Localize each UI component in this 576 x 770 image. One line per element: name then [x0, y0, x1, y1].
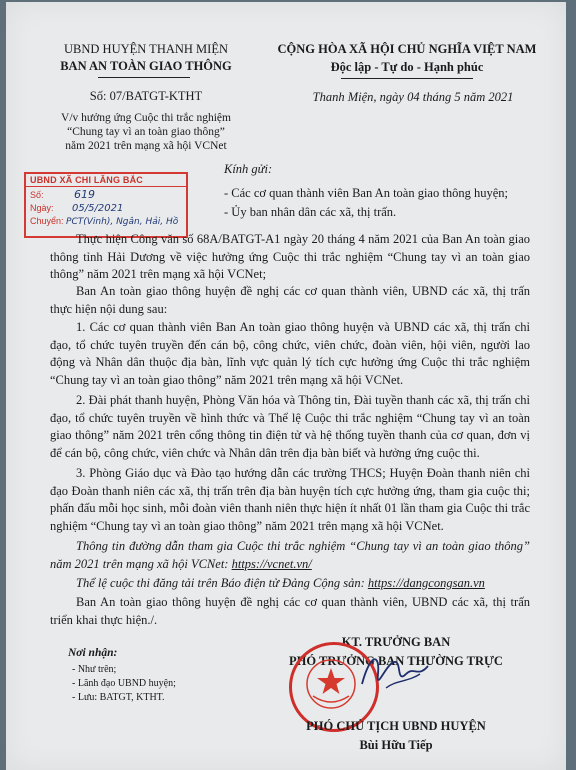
- national-title: CỘNG HÒA XÃ HỘI CHỦ NGHĨA VIỆT NAM: [277, 42, 537, 56]
- signature-title-3: PHÓ CHỦ TỊCH UBND HUYỆN: [306, 719, 486, 733]
- stamp-number-value: 619: [74, 188, 96, 201]
- stamp-transfer-value: PCT(Vinh), Ngân, Hải, Hồ: [66, 217, 179, 227]
- subject-line: năm 2021 trên mạng xã hội VCNet: [65, 140, 227, 152]
- recipients-label: Kính gửi:: [224, 162, 273, 176]
- dangcongsan-link[interactable]: https://dangcongsan.vn: [367, 576, 485, 590]
- stamp-transfer-label: Chuyển:: [30, 216, 64, 226]
- recipient-item: - Các cơ quan thành viên Ban An toàn giao thông huyện;: [224, 186, 508, 200]
- header-right-rule: [341, 78, 473, 79]
- body-paragraph-8: Ban An toàn giao thông huyện đề nghị các cơ quan thành viên, UBND các xã, thị trấn triển khai thực hiện./.: [50, 595, 530, 627]
- body-paragraph-4: 2. Đài phát thanh huyện, Phòng Văn hóa và Thông tin, Đài tuyền thanh các xã, thị trấn chỉ đạo, tổ chức tuyên truyền về hình thức và Thể lệ Cuộc thi trắc nghiệm “Chung tay vì an toàn giao thông” năm 2021 trên cổng thông tin điện tử và hệ thống tuyền thanh của cơ quan, đơn vị để cán bộ, công chức, viên chức và Nhân dân trên địa bàn biết và hưởng ứng cuộc thi.: [50, 393, 530, 460]
- footer-recipients-label: Nơi nhận:: [68, 647, 118, 659]
- body-paragraph-5: 3. Phòng Giáo dục và Đào tạo hướng dẫn các trường THCS; Huyện Đoàn thanh niên chỉ đạo Đoàn thanh niên các xã, thị trấn trên địa bàn huyện tích cực hưởng ứng, tham gia cuộc thi; phấn đấu mỗi học sinh, mỗi đoàn viên thanh niên thực hiện ít nhất 01 lần tham gia Cuộc thi trắc nghiệm “Chung tay vì an toàn giao thông” năm 2021 trên mạng xã hội VCNet.: [50, 466, 530, 533]
- footer-recipient-item: - Lãnh đạo UBND huyện;: [72, 678, 176, 689]
- stamp-transfer-row: [26, 215, 186, 228]
- footer-recipient-item: - Như trên;: [72, 664, 117, 675]
- rules-intro-text: Thể lệ cuộc thi đăng tải trên Báo điện tử Đảng Cộng sản:: [76, 576, 368, 590]
- body-paragraph-7: [50, 575, 530, 593]
- body-paragraph-2: Ban An toàn giao thông huyện đề nghị các cơ quan thành viên, UBND các xã, thị trấn thực hiện nội dung sau:: [50, 284, 530, 316]
- signature-title-1: KT. TRƯỞNG BAN: [341, 635, 451, 649]
- stamp-number-row: Số: 619: [30, 188, 96, 201]
- incoming-stamp: [24, 172, 188, 238]
- subject-line: V/v hưởng ứng Cuộc thi trắc nghiệm: [61, 112, 231, 124]
- signer-name: Bùi Hữu Tiếp: [359, 738, 433, 752]
- issuer-dept: BAN AN TOÀN GIAO THÔNG: [60, 59, 232, 73]
- stamp-number-label: Số: [30, 190, 42, 200]
- document-number: Số: 07/BATGT-KTHT: [89, 89, 203, 103]
- stamp-date-row: Ngày: 05/5/2021: [30, 203, 124, 214]
- signature-title-2: PHÓ TRƯỞNG BAN THƯỜNG TRỰC: [289, 654, 503, 668]
- subject-line: “Chung tay vì an toàn giao thông”: [67, 126, 225, 138]
- body-paragraph-3: 1. Các cơ quan thành viên Ban An toàn giao thông huyện và UBND các xã, thị trấn chỉ đạo, tổ chức tuyên truyền đến cán bộ, công chức, viên chức, đoàn viên, hội viên, người lao động và Nhân dân thuộc địa bàn, lĩnh vực quản lý tích cực hưởng ứng Cuộc thi trắc nghiệm “Chung tay vì an toàn giao thông” năm 2021 trên mạng xã hội VCNet.: [50, 320, 530, 387]
- stamp-title: UBND XÃ CHI LĂNG BẮC: [26, 174, 186, 187]
- issuer-org: UBND HUYỆN THANH MIỆN: [64, 42, 228, 56]
- handwritten-signature-icon: [356, 644, 436, 704]
- issue-date: Thanh Miện, ngày 04 tháng 5 năm 2021: [312, 90, 514, 104]
- stamp-date-value: 05/5/2021: [72, 203, 124, 214]
- footer-recipient-item: - Lưu: BATGT, KTHT.: [72, 692, 165, 703]
- stamp-date-label: Ngày: [30, 203, 52, 213]
- body-paragraph-1: Thực hiện Công văn số 68A/BATGT-A1 ngày 20 tháng 4 năm 2021 của Ban An toàn giao thông tỉnh Hải Dương về việc hưởng ứng Cuộc thi trắc nghiệm “Chung tay vì an toàn giao thông” năm 2021 trên mạng xã hội VCNet;: [50, 232, 530, 281]
- header-left-rule: [98, 77, 190, 78]
- national-motto: Độc lập - Tự do - Hạnh phúc: [330, 60, 484, 74]
- document-subject: [28, 111, 264, 153]
- vcnet-link[interactable]: https://vcnet.vn/: [231, 556, 312, 571]
- document-page: [6, 2, 566, 770]
- link-intro-text: Thông tin đường dẫn tham gia Cuộc thi trắc nghiệm “Chung tay vì an toàn giao thông” năm 2021 trên mạng xã hội VCNet:: [50, 539, 530, 571]
- body-paragraph-6: [50, 538, 530, 573]
- recipient-item: - Ủy ban nhân dân các xã, thị trấn.: [224, 205, 397, 219]
